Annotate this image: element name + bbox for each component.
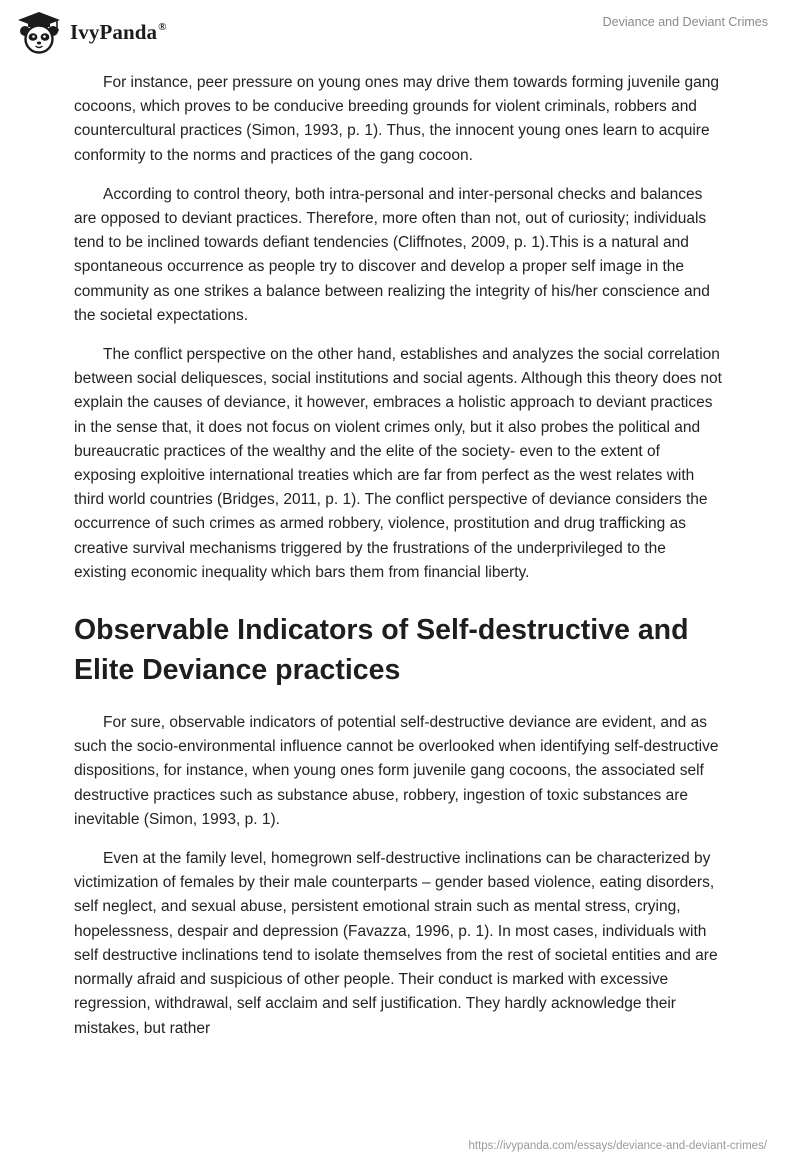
paragraph: The conflict perspective on the other hand, establishes and analyzes the social correlation between social deliquesces, social institutions and social agents. Although this theory does not explain the causes of deviance, it however, embraces a holistic approach to deviant practices in the sense that, it does not focus on violent crimes only, but it also probes the political and bureaucratic practices of the wealthy and the elite of the society- even to the extent of exposing exploitive international treaties which are far from perfect as the west relates with third world countries (Bridges, 2011, p. 1). The conflict perspective of deviance considers the occurrence of such crimes as armed robbery, violence, prostitution and drug trafficking as creative survival mechanisms triggered by the frustrations of the underprivileged to the existing economic inequality which bars them from financial liberty.: [74, 346, 722, 581]
section-heading: Observable Indicators of Self-destructive and Elite Deviance practices: [74, 614, 689, 687]
essay-content: [74, 71, 722, 1056]
panda-graduate-icon: [14, 10, 64, 54]
document-title: Deviance and Deviant Crimes: [602, 15, 768, 29]
paragraph: Even at the family level, homegrown self-destructive inclinations can be characterized by victimization of females by their male counterparts – gender based violence, eating disorders, self neglect, and sexual abuse, persistent emotional strain such as mental stress, crying, hopelessness, despair and depression (Favazza, 1996, p. 1). In most cases, individuals with self destructive inclinations tend to isolate themselves from the rest of societal entities and are normally afraid and suspicious of other people. Their conduct is marked with excessive regression, withdrawal, self acclaim and self justification. They hardly acknowledge their mistakes, but rather: [74, 850, 718, 1037]
paragraph: According to control theory, both intra-personal and inter-personal checks and balances are opposed to deviant practices. Therefore, more often than not, out of curiosity; individuals tend to be inclined towards defiant tendencies (Cliffnotes, 2009, p. 1).This is a natural and spontaneous occurrence as people try to discover and develop a proper self image in the community as one strikes a balance between realizing the integrity of his/her conscience and the societal expectations.: [74, 185, 710, 324]
brand-name: IvyPanda®: [70, 19, 167, 44]
paragraph: For instance, peer pressure on young ones may drive them towards forming juvenile gang cocoons, which proves to be conducive breeding grounds for violent criminals, robbers and countercultural practices (Simon, 1993, p. 1). Thus, the innocent young ones learn to acquire conformity to the norms and practices of the gang cocoon.: [74, 74, 720, 164]
paragraph: For sure, observable indicators of potential self-destructive deviance are evident, and as such the socio-environmental influence cannot be overlooked when identifying self-destructive dispositions, for instance, when young ones form juvenile gang cocoons, the associated self destructive practices such as substance abuse, robbery, ingestion of toxic substances are inevitable (Simon, 1993, p. 1).: [74, 714, 719, 828]
site-logo[interactable]: [14, 8, 167, 56]
source-url[interactable]: https://ivypanda.com/essays/deviance-and-deviant-crimes/: [468, 1140, 767, 1152]
